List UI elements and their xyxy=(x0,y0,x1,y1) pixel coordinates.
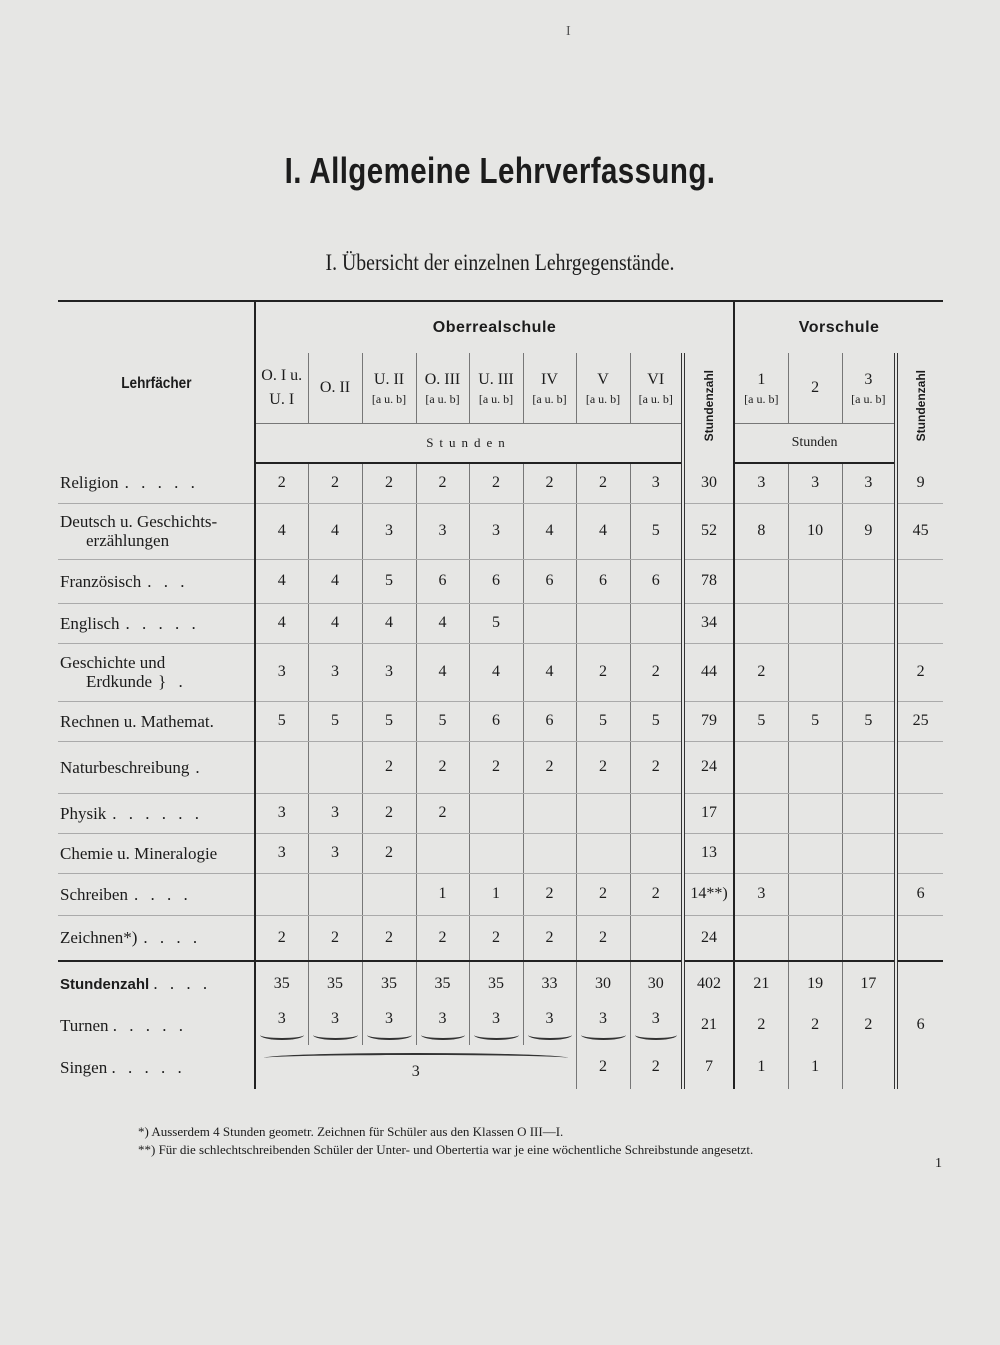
total-cell: 30 xyxy=(630,961,683,1005)
hours-cell: 3 xyxy=(630,463,683,503)
hours-cell: 2 xyxy=(416,793,469,833)
vorschule-class-header: 1 [a u. b] xyxy=(734,353,788,423)
hours-cell xyxy=(576,833,630,873)
subject-cell: Englisch . . . . . xyxy=(58,603,255,643)
hours-cell: 6 xyxy=(523,559,576,603)
class-header: VI [a u. b] xyxy=(630,353,683,423)
hours-cell: 25 xyxy=(896,701,943,741)
hours-cell: 5 xyxy=(416,701,469,741)
page-mark: I xyxy=(566,24,571,39)
hours-cell xyxy=(842,873,896,915)
hours-cell xyxy=(416,833,469,873)
hours-cell: 3 xyxy=(308,643,362,701)
hours-cell: 8 xyxy=(734,503,788,559)
turnen-cell: 3 xyxy=(362,1005,416,1045)
vorschule-header: Vorschule xyxy=(798,318,880,336)
page-title: I. Allgemeine Lehrverfassung. xyxy=(284,150,716,191)
class-header: IV [a u. b] xyxy=(523,353,576,423)
class-header: U. II [a u. b] xyxy=(362,353,416,423)
hours-cell xyxy=(896,833,943,873)
hours-cell xyxy=(842,643,896,701)
hours-cell: 4 xyxy=(362,603,416,643)
hours-cell: 4 xyxy=(523,643,576,701)
stunden-label-vorschule: Stunden xyxy=(734,423,896,463)
hours-cell: 3 xyxy=(308,793,362,833)
subject-cell: Rechnen u. Mathemat. xyxy=(58,701,255,741)
hours-cell xyxy=(788,559,842,603)
hours-cell: 6 xyxy=(416,559,469,603)
hours-cell xyxy=(896,915,943,961)
hours-cell xyxy=(734,833,788,873)
hours-cell: 2 xyxy=(630,643,683,701)
hours-cell: 5 xyxy=(308,701,362,741)
hours-cell xyxy=(842,833,896,873)
stundenzahl-header: Stundenzahl xyxy=(683,353,734,463)
singen-cell: 2 xyxy=(630,1045,683,1089)
turnen-cell: 3 xyxy=(523,1005,576,1045)
hours-cell: 4 xyxy=(255,503,308,559)
hours-cell: 2 xyxy=(576,463,630,503)
hours-cell: 4 xyxy=(469,643,523,701)
hours-cell xyxy=(523,833,576,873)
hours-cell xyxy=(469,833,523,873)
curriculum-table xyxy=(58,300,943,1089)
total-cell xyxy=(896,961,943,1005)
hours-cell: 2 xyxy=(576,873,630,915)
hours-cell: 2 xyxy=(523,741,576,793)
hours-cell: 2 xyxy=(362,793,416,833)
total-cell: 35 xyxy=(255,961,308,1005)
total-cell: 35 xyxy=(416,961,469,1005)
hours-cell: 5 xyxy=(362,559,416,603)
subject-cell: Geschichte und Erdkunde } . xyxy=(58,643,255,701)
subject-cell: Schreiben . . . . xyxy=(58,873,255,915)
hours-cell xyxy=(734,559,788,603)
hours-cell: 2 xyxy=(362,741,416,793)
hours-cell: 3 xyxy=(255,643,308,701)
subject-cell: Deutsch u. Geschichts- erzählungen xyxy=(58,503,255,559)
hours-cell xyxy=(255,741,308,793)
hours-cell xyxy=(362,873,416,915)
hours-cell: 2 xyxy=(576,915,630,961)
hours-cell: 5 xyxy=(576,701,630,741)
hours-cell xyxy=(734,915,788,961)
singen-cell: 7 xyxy=(683,1045,734,1089)
singen-label: Singen . . . . . xyxy=(58,1045,255,1089)
hours-cell: 2 xyxy=(362,463,416,503)
hours-cell: 79 xyxy=(683,701,734,741)
hours-cell: 6 xyxy=(469,559,523,603)
hours-cell: 2 xyxy=(523,915,576,961)
total-cell: 402 xyxy=(683,961,734,1005)
table-row xyxy=(58,833,943,873)
total-cell: 30 xyxy=(576,961,630,1005)
hours-cell: 2 xyxy=(255,915,308,961)
singen-combined-cell: 3 xyxy=(255,1045,576,1089)
hours-cell xyxy=(842,559,896,603)
hours-cell: 4 xyxy=(416,603,469,643)
subject-cell: Chemie u. Mineralogie xyxy=(58,833,255,873)
hours-cell: 9 xyxy=(896,463,943,503)
hours-cell xyxy=(896,603,943,643)
hours-cell: 1 xyxy=(469,873,523,915)
hours-cell: 3 xyxy=(362,643,416,701)
vorschule-class-header: 3 [a u. b] xyxy=(842,353,896,423)
hours-cell xyxy=(788,741,842,793)
hours-cell: 2 xyxy=(255,463,308,503)
hours-cell: 2 xyxy=(630,741,683,793)
hours-cell: 5 xyxy=(630,503,683,559)
hours-cell: 3 xyxy=(734,463,788,503)
hours-cell: 17 xyxy=(683,793,734,833)
hours-cell: 2 xyxy=(734,643,788,701)
hours-cell xyxy=(576,603,630,643)
class-header: O. I u. U. I xyxy=(255,353,308,423)
total-cell: 17 xyxy=(842,961,896,1005)
hours-cell xyxy=(308,741,362,793)
turnen-cell: 2 xyxy=(734,1005,788,1045)
hours-cell: 2 xyxy=(416,915,469,961)
singen-cell: 2 xyxy=(576,1045,630,1089)
class-header: O. II xyxy=(308,353,362,423)
hours-cell: 2 xyxy=(523,873,576,915)
hours-cell: 4 xyxy=(576,503,630,559)
hours-cell: 3 xyxy=(308,833,362,873)
hours-cell xyxy=(788,793,842,833)
hours-cell: 5 xyxy=(630,701,683,741)
total-row xyxy=(58,961,943,1005)
hours-cell: 2 xyxy=(896,643,943,701)
hours-cell xyxy=(788,643,842,701)
hours-cell xyxy=(788,603,842,643)
table-row xyxy=(58,701,943,741)
hours-cell xyxy=(788,833,842,873)
turnen-cell: 3 xyxy=(255,1005,308,1045)
total-cell: 35 xyxy=(308,961,362,1005)
turnen-label: Turnen . . . . . xyxy=(58,1005,255,1045)
table-row xyxy=(58,503,943,559)
turnen-cell: 6 xyxy=(916,1016,925,1033)
oberrealschule-header: Oberrealschule xyxy=(255,301,734,353)
hours-cell: 5 xyxy=(255,701,308,741)
turnen-cell: 3 xyxy=(308,1005,362,1045)
hours-cell: 5 xyxy=(842,701,896,741)
hours-cell: 13 xyxy=(683,833,734,873)
hours-cell: 2 xyxy=(308,463,362,503)
curriculum-table-wrapper xyxy=(58,300,943,1089)
total-cell: 35 xyxy=(362,961,416,1005)
hours-cell: 2 xyxy=(469,915,523,961)
hours-cell xyxy=(896,793,943,833)
hours-cell: 4 xyxy=(308,603,362,643)
turnen-cell: 2 xyxy=(842,1005,896,1045)
hours-cell: 3 xyxy=(416,503,469,559)
hours-cell xyxy=(255,873,308,915)
hours-cell: 5 xyxy=(734,701,788,741)
class-header: U. III [a u. b] xyxy=(469,353,523,423)
vorschule-class-header: 2 xyxy=(788,353,842,423)
hours-cell: 6 xyxy=(469,701,523,741)
hours-cell xyxy=(734,793,788,833)
hours-cell xyxy=(842,741,896,793)
table-row xyxy=(58,643,943,701)
hours-cell: 2 xyxy=(469,741,523,793)
table-row xyxy=(58,915,943,961)
table-row xyxy=(58,741,943,793)
hours-cell xyxy=(788,915,842,961)
hours-cell: 24 xyxy=(683,915,734,961)
hours-cell xyxy=(308,873,362,915)
total-cell: 35 xyxy=(469,961,523,1005)
subject-cell: Religion . . . . . xyxy=(58,463,255,503)
hours-cell: 4 xyxy=(255,559,308,603)
hours-cell: 2 xyxy=(362,833,416,873)
class-header: V [a u. b] xyxy=(576,353,630,423)
hours-cell: 1 xyxy=(416,873,469,915)
subject-cell: Naturbeschreibung . xyxy=(58,741,255,793)
turnen-cell: 2 xyxy=(788,1005,842,1045)
hours-cell xyxy=(896,741,943,793)
hours-cell: 3 xyxy=(255,833,308,873)
hours-cell: 5 xyxy=(788,701,842,741)
hours-cell: 78 xyxy=(683,559,734,603)
hours-cell: 2 xyxy=(416,463,469,503)
hours-cell: 10 xyxy=(788,503,842,559)
hours-cell: 3 xyxy=(842,463,896,503)
footnote-1: *) Ausserdem 4 Stunden geometr. Zeichnen für Schüler aus den Klassen O III—I. xyxy=(138,1124,564,1139)
hours-cell: 3 xyxy=(788,463,842,503)
hours-cell: 2 xyxy=(469,463,523,503)
hours-cell: 2 xyxy=(523,463,576,503)
hours-cell xyxy=(630,793,683,833)
hours-cell: 6 xyxy=(576,559,630,603)
hours-cell: 3 xyxy=(734,873,788,915)
singen-cell xyxy=(842,1045,896,1089)
page-subtitle: I. Übersicht der einzelnen Lehrgegenstände. xyxy=(325,250,675,275)
singen-cell: 1 xyxy=(788,1045,842,1089)
total-label: Stundenzahl . . . . xyxy=(58,961,255,1005)
hours-cell: 4 xyxy=(308,559,362,603)
hours-cell: 3 xyxy=(469,503,523,559)
subject-cell: Französisch . . . xyxy=(58,559,255,603)
hours-cell: 2 xyxy=(416,741,469,793)
hours-cell: 14**) xyxy=(683,873,734,915)
turnen-cell: 3 xyxy=(416,1005,469,1045)
table-row xyxy=(58,603,943,643)
hours-cell xyxy=(896,559,943,603)
subject-cell: Zeichnen*) . . . . xyxy=(58,915,255,961)
turnen-cell: 3 xyxy=(630,1005,683,1045)
total-cell: 19 xyxy=(788,961,842,1005)
hours-cell xyxy=(630,915,683,961)
hours-cell: 3 xyxy=(362,503,416,559)
hours-cell xyxy=(842,915,896,961)
hours-cell: 3 xyxy=(255,793,308,833)
hours-cell xyxy=(842,603,896,643)
singen-cell xyxy=(896,1045,943,1089)
hours-cell: 24 xyxy=(683,741,734,793)
table-row xyxy=(58,463,943,503)
singen-cell: 1 xyxy=(734,1045,788,1089)
turnen-row xyxy=(58,1005,943,1045)
hours-cell xyxy=(523,793,576,833)
hours-cell: 2 xyxy=(308,915,362,961)
total-cell: 33 xyxy=(523,961,576,1005)
subject-cell: Physik . . . . . . xyxy=(58,793,255,833)
table-row xyxy=(58,873,943,915)
page-number: 1 xyxy=(935,1156,942,1171)
hours-cell: 6 xyxy=(896,873,943,915)
turnen-cell: 3 xyxy=(469,1005,523,1045)
table-row xyxy=(58,559,943,603)
vorschule-stundenzahl-header: Stundenzahl xyxy=(913,369,928,442)
table-body xyxy=(58,463,943,961)
hours-cell: 9 xyxy=(842,503,896,559)
hours-cell xyxy=(630,603,683,643)
hours-cell: 5 xyxy=(362,701,416,741)
turnen-cell: 21 xyxy=(683,1005,734,1045)
hours-cell: 52 xyxy=(683,503,734,559)
hours-cell: 2 xyxy=(362,915,416,961)
stunden-label: Stunden xyxy=(255,423,683,463)
subject-header: Lehrfächer xyxy=(58,301,255,463)
hours-cell xyxy=(523,603,576,643)
hours-cell: 5 xyxy=(469,603,523,643)
footnote-2: **) Für die schlechtschreibenden Schüler der Unter- und Obertertia war je eine wöchentliche Schreibstunde angesetzt. xyxy=(138,1142,754,1157)
hours-cell: 2 xyxy=(630,873,683,915)
hours-cell: 2 xyxy=(576,643,630,701)
hours-cell: 6 xyxy=(523,701,576,741)
hours-cell xyxy=(469,793,523,833)
hours-cell: 4 xyxy=(416,643,469,701)
hours-cell xyxy=(576,793,630,833)
hours-cell: 2 xyxy=(576,741,630,793)
hours-cell: 4 xyxy=(308,503,362,559)
hours-cell xyxy=(734,603,788,643)
hours-cell xyxy=(630,833,683,873)
hours-cell: 4 xyxy=(523,503,576,559)
footnotes xyxy=(138,1124,950,1160)
hours-cell xyxy=(734,741,788,793)
singen-row xyxy=(58,1045,943,1089)
turnen-cell: 3 xyxy=(576,1005,630,1045)
table-row xyxy=(58,793,943,833)
hours-cell: 30 xyxy=(683,463,734,503)
hours-cell: 4 xyxy=(255,603,308,643)
hours-cell: 44 xyxy=(683,643,734,701)
class-header: O. III [a u. b] xyxy=(416,353,469,423)
total-cell: 21 xyxy=(734,961,788,1005)
hours-cell: 45 xyxy=(896,503,943,559)
hours-cell: 34 xyxy=(683,603,734,643)
hours-cell: 6 xyxy=(630,559,683,603)
hours-cell xyxy=(842,793,896,833)
hours-cell xyxy=(788,873,842,915)
